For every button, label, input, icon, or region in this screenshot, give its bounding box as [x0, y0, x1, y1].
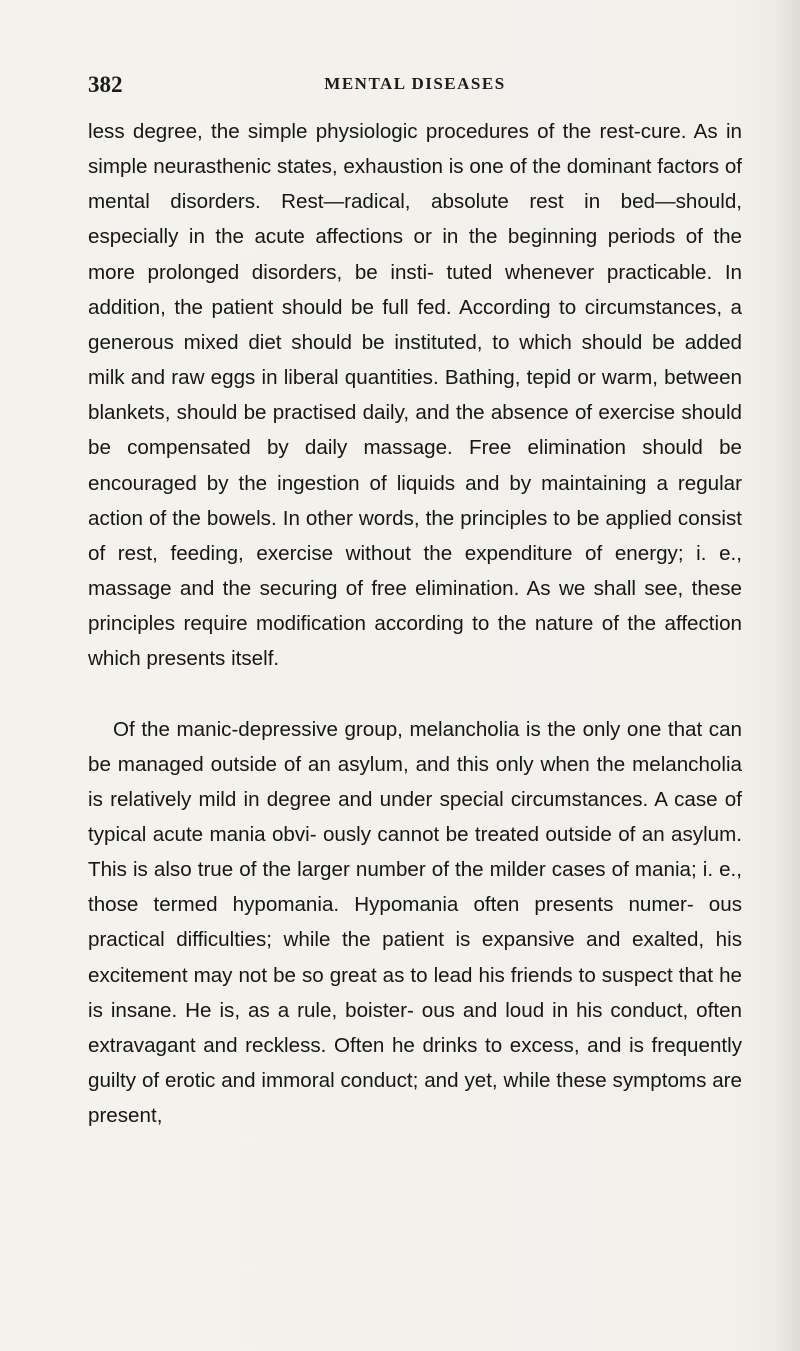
page-header — [88, 72, 742, 102]
running-head: MENTAL DISEASES — [324, 74, 506, 93]
paragraph-1: less degree, the simple physiologic procedures of the rest-cure. As in simple neurasthenic states, exhaustion is one of the dominant factors of mental disorders. Rest—radical, absolute rest in bed—should, especially in the acute affections or in the beginning periods of the more prolonged disorders, be insti- tuted whenever practicable. In addition, the patient should be full fed. According to circumstances, a generous mixed diet should be instituted, to which should be added milk and raw eggs in liberal quantities. Bathing, tepid or warm, between blankets, should be practised daily, and the absence of exercise should be compensated by daily massage. Free elimination should be encouraged by the ingestion of liquids and by maintaining a regular action of the bowels. In other words, the principles to be applied consist of rest, feeding, exercise without the expenditure of energy; i. e., massage and the securing of free elimination. As we shall see, these principles require modification according to the nature of the affection which presents itself. — [88, 120, 742, 671]
paragraph-2: Of the manic-depressive group, melancholia is the only one that can be managed outside of an asylum, and this only when the melancholia is relatively mild in degree and under special circumstances. A case of typical acute mania obvi- ously cannot be treated outside of an asylum. This is also true of the larger number of the milder cases of mania; i. e., those termed hypomania. Hypomania often presents numer- ous practical difficulties; while the patient is expansive and exalted, his excitement may not be so great as to lead his friends to suspect that he is insane. He is, as a rule, boister- ous and loud in his conduct, often extravagant and reckless. Often he drinks to excess, and is frequently guilty of erotic and immoral conduct; and yet, while these symptoms are present, — [88, 717, 742, 1128]
body-text — [88, 114, 742, 1133]
page-number: 382 — [88, 72, 123, 97]
